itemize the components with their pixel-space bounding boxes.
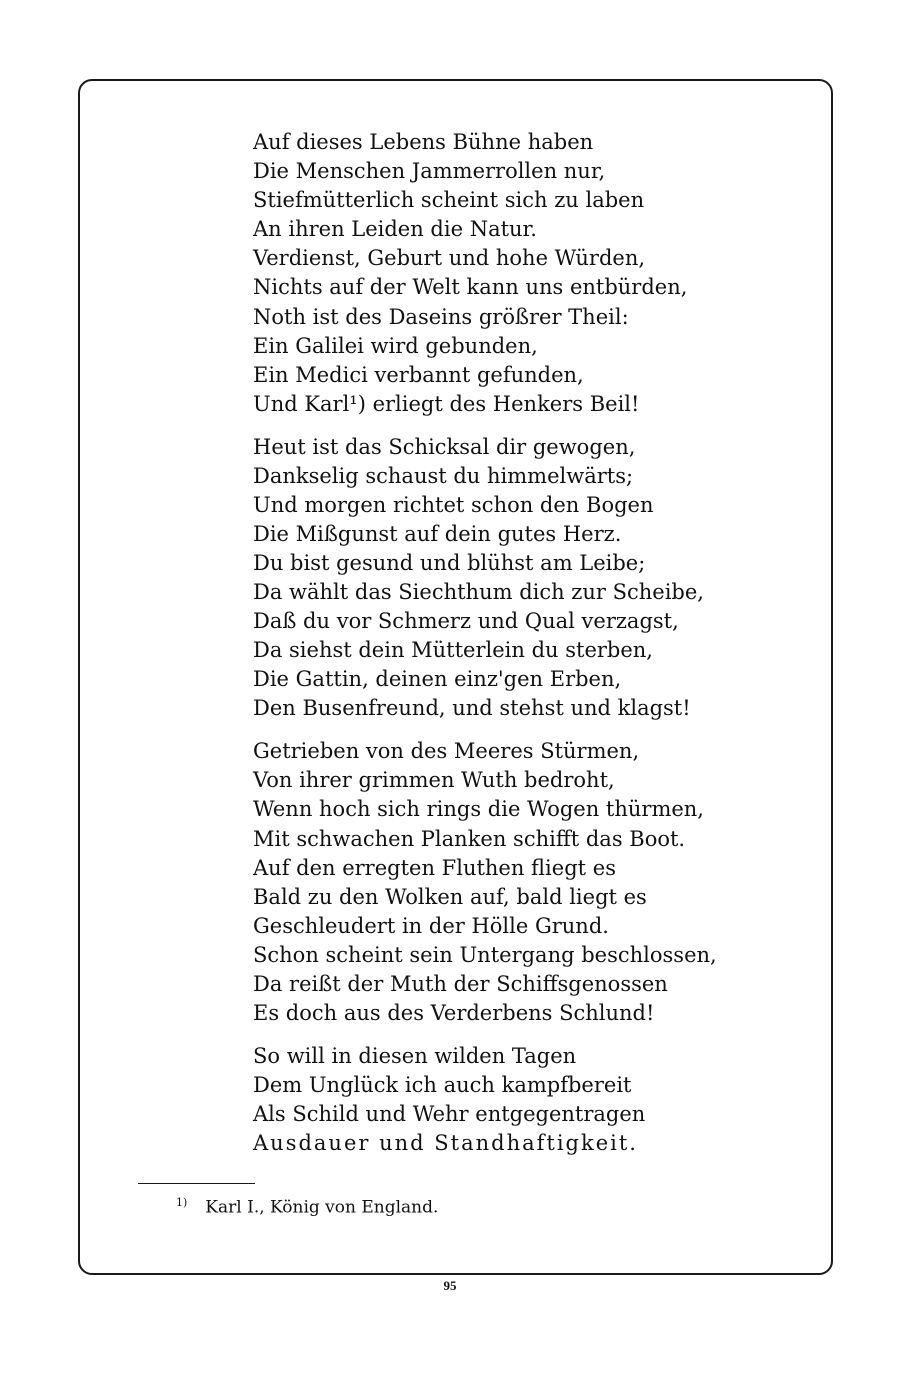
poem-line: Geschleudert in der Hölle Grund. — [253, 913, 609, 938]
footnote — [176, 1191, 438, 1220]
footnote-rule — [138, 1183, 255, 1184]
poem-line: Die Mißgunst auf dein gutes Herz. — [253, 521, 622, 546]
stanza-4 — [253, 1042, 813, 1158]
poem-line: Auf dieses Lebens Bühne haben — [253, 130, 594, 154]
poem-line: Dem Unglück ich auch kampfbereit — [253, 1072, 632, 1097]
poem-line: Dankselig schaust du himmelwärts; — [253, 463, 634, 488]
poem-line: Heut ist das Schicksal dir gewogen, — [253, 434, 636, 459]
poem-line: Stiefmütterlich scheint sich zu laben — [253, 188, 645, 213]
stanza-2 — [253, 433, 813, 724]
poem-line: Von ihrer grimmen Wuth bedroht, — [253, 768, 615, 793]
poem-line: Daß du vor Schmerz und Qual verzagst, — [253, 609, 679, 634]
poem-line: Da wählt das Siechthum dich zur Scheibe, — [253, 580, 704, 605]
poem-line: Und morgen richtet schon den Bogen — [253, 492, 654, 517]
poem-line: Die Menschen Jammerrollen nur, — [253, 159, 606, 184]
stanza-1 — [253, 128, 813, 419]
poem-line: Mit schwachen Planken schifft das Boot. — [253, 826, 686, 851]
poem-line: Da siehst dein Mütterlein du sterben, — [253, 638, 653, 663]
poem-line: Verdienst, Geburt und hohe Würden, — [253, 246, 646, 271]
footnote-marker: 1) — [176, 1196, 188, 1209]
stanza-3 — [253, 737, 813, 1028]
footnote-text: Karl I., König von England. — [205, 1197, 439, 1218]
poem-line: Ein Galilei wird gebunden, — [253, 333, 538, 358]
poem-line: Da reißt der Muth der Schiffsgenossen — [253, 972, 668, 996]
poem-line: Die Gattin, deinen einz'gen Erben, — [253, 667, 622, 692]
poem-line: So will in diesen wilden Tagen — [253, 1043, 577, 1068]
poem-line: Den Busenfreund, und stehst und klagst! — [253, 696, 691, 721]
poem-line: An ihren Leiden die Natur. — [253, 217, 537, 242]
poem — [253, 128, 813, 1158]
poem-line: Ein Medici verbannt gefunden, — [253, 362, 584, 387]
poem-line: Ausdauer und Standhaftigkeit. — [253, 1131, 638, 1156]
poem-line: Und Karl¹) erliegt des Henkers Beil! — [253, 391, 640, 416]
poem-line: Getrieben von des Meeres Stürmen, — [253, 739, 640, 764]
poem-line: Als Schild und Wehr entgegentragen — [253, 1102, 646, 1127]
poem-line: Schon scheint sein Untergang beschlossen, — [253, 942, 717, 967]
poem-line: Noth ist des Daseins größrer Theil: — [253, 304, 629, 329]
poem-line: Wenn hoch sich rings die Wogen thürmen, — [253, 797, 704, 822]
poem-line: Es doch aus des Verderbens Schlund! — [253, 1001, 655, 1026]
poem-line: Auf den erregten Fluthen fliegt es — [253, 855, 616, 880]
poem-line: Nichts auf der Welt kann uns entbürden, — [253, 275, 688, 300]
page-number: 95 — [443, 1278, 457, 1293]
poem-line: Du bist gesund und blühst am Leibe; — [253, 551, 646, 575]
poem-line: Bald zu den Wolken auf, bald liegt es — [253, 884, 647, 909]
